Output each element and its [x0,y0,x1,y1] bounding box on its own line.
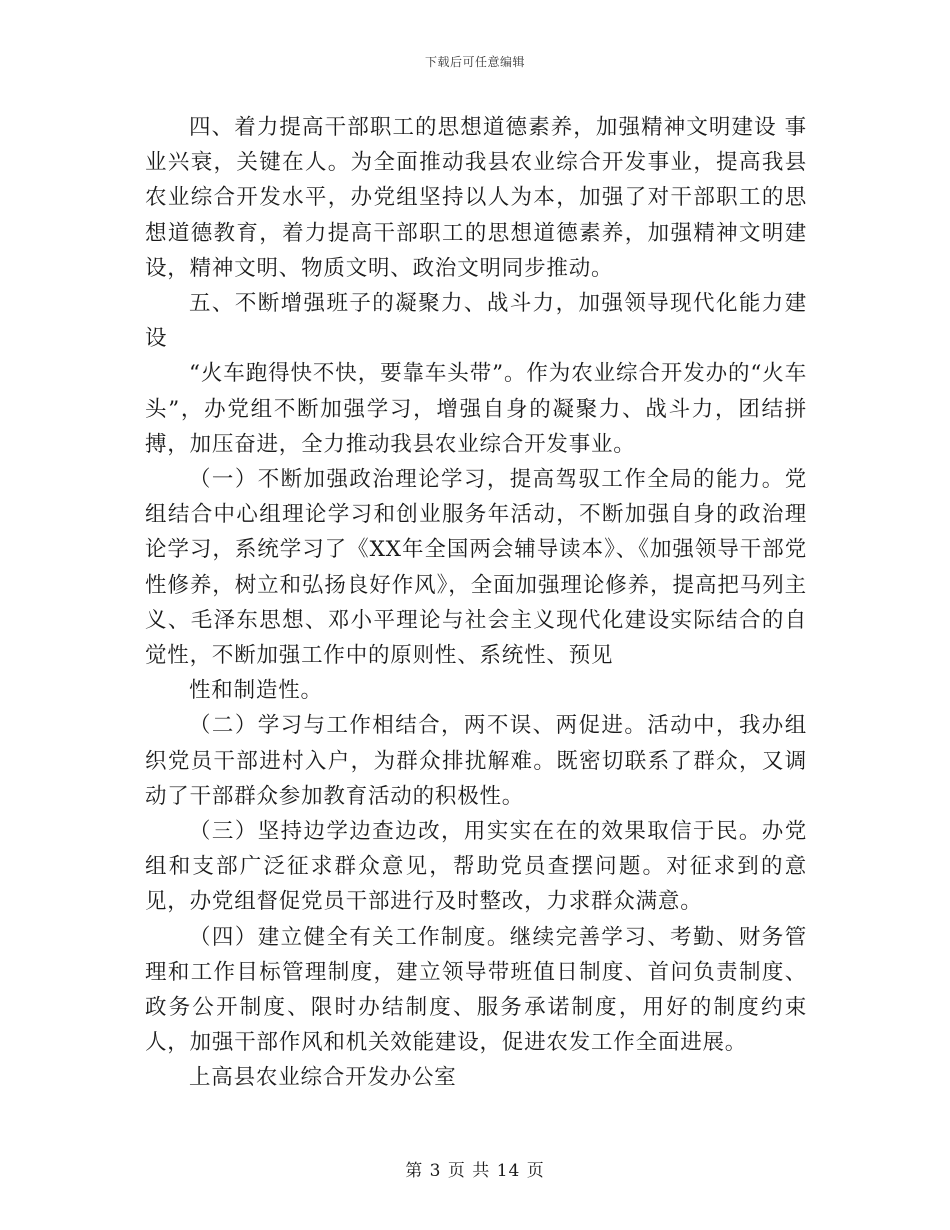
section-five-intro-paragraph: “火车跑得快不快，要靠车头带”。作为农业综合开发办的“火车头”，办党组不断加强学习，增强自身的凝聚力、战斗力，团结拼搏，加压奋进，全力推动我县农业综合开发事业。 [145,361,807,457]
item-four-paragraph: （四）建立健全有关工作制度。继续完善学习、考勤、财务管理和工作目标管理制度，建立领导带班值日制度、首问负责制度、政务公开制度、限时办结制度、服务承诺制度，用好的制度约束人，加强干部作风和机关效能建设，促进农发工作全面进展。 [145,924,807,1056]
page-header-note: 下载后可任意编辑 [424,55,525,69]
signature-organization: 上高县农业综合开发办公室 [189,1065,457,1091]
document-body [145,110,807,1096]
section-five-heading: 五、不断增强班子的凝聚力、战斗力，加强领导现代化能力建设 [145,291,807,352]
item-two-paragraph: （二）学习与工作相结合，两不误、两促进。活动中，我办组织党员干部进村入户，为群众排扰解难。既密切联系了群众，又调动了干部群众参加教育活动的积极性。 [145,713,807,809]
section-four-paragraph: 四、着力提高干部职工的思想道德素养，加强精神文明建设 事业兴衰，关键在人。为全面推动我县农业综合开发事业，提高我县农业综合开发水平，办党组坚持以人为本，加强了对干部职工的思想道德教育，着力提高干部职工的思想道德素养，加强精神文明建设，精神文明、物质文明、政治文明同步推动。 [145,115,807,281]
item-one-paragraph: （一）不断加强政治理论学习，提高驾驭工作全局的能力。党组结合中心组理论学习和创业服务年活动，不断加强自身的政治理论学习，系统学习了《XX年全国两会辅导读本》、《加强领导干部党性修养，树立和弘扬良好作风》，全面加强理论修养，提高把马列主义、毛泽东思想、邓小平理论与社会主义现代化建设实际结合的自觉性，不断加强工作中的原则性、系统性、预见 [145,467,807,669]
page-number-footer: 第 3 页 共 14 页 [405,1161,545,1181]
item-one-continuation: 性和制造性。 [189,678,323,704]
item-three-paragraph: （三）坚持边学边查边改，用实实在在的效果取信于民。办党组和支部广泛征求群众意见，帮助党员查摆问题。对征求到的意见，办党组督促党员干部进行及时整改，力求群众满意。 [145,819,807,915]
